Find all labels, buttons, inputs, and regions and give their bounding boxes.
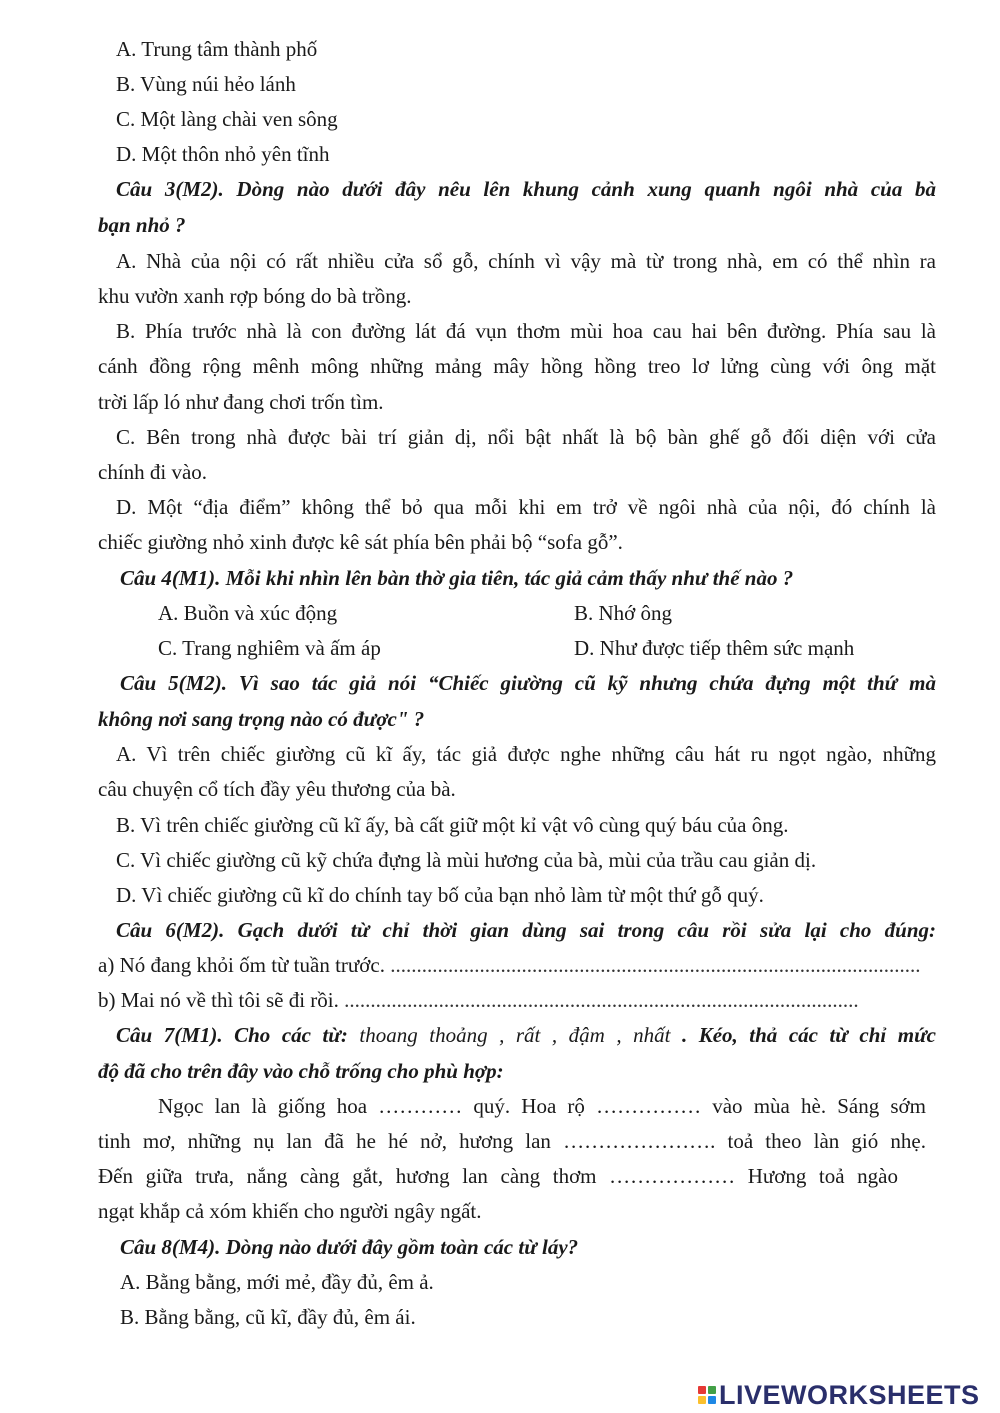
q5-heading: Câu 5(M2). Vì sao tác giả nói “Chiếc giường cũ kỹ nhưng chứa đựng một thứ mà — [120, 671, 936, 695]
q3-option-b: B. Phía trước nhà là con đường lát đá vụn thơm mùi hoa cau hai bên đường. Phía sau là — [116, 319, 936, 343]
q4-option-c: C. Trang nghiêm và ấm áp — [158, 636, 381, 660]
q8-option-b: B. Bằng bằng, cũ kĩ, đầy đủ, êm ái. — [120, 1305, 416, 1329]
q6-item-a — [98, 952, 936, 978]
q3-option-d-cont: chiếc giường nhỏ xinh được kê sát phía bên phải bộ “sofa gỗ”. — [98, 530, 623, 554]
q3-heading: Câu 3(M2). Dòng nào dưới đây nêu lên khung cảnh xung quanh ngôi nhà của bà — [116, 177, 936, 201]
logo-square-red — [698, 1386, 706, 1394]
q7-heading-label: Câu 7(M1). Cho các từ: — [116, 1023, 348, 1047]
q4-option-a: A. Buồn và xúc động — [158, 601, 338, 625]
q6-heading: Câu 6(M2). Gạch dưới từ chỉ thời gian dùng sai trong câu rồi sửa lại cho đúng: — [116, 918, 936, 942]
q7-word-list: thoang thoảng , rất , đậm , nhất — [347, 1023, 682, 1047]
q5-option-c: C. Vì chiếc giường cũ kỹ chứa đựng là mùi hương của bà, mùi của trầu cau giản dị. — [116, 848, 817, 872]
q2-option-c: C. Một làng chài ven sông — [116, 107, 338, 131]
logo-square-green — [708, 1386, 716, 1394]
q3-option-b-cont2: trời lấp ló như đang chơi trốn tìm. — [98, 390, 384, 414]
q8-option-a: A. Bằng bằng, mới mẻ, đầy đủ, êm ả. — [120, 1270, 434, 1294]
q3-option-d: D. Một “địa điểm” không thể bỏ qua mỗi khi em trở về ngôi nhà của nội, đó chính là — [116, 495, 936, 519]
q6-item-a-text: a) Nó đang khỏi ốm từ tuần trước. — [98, 953, 391, 977]
q4-option-b: B. Nhớ ông — [574, 601, 673, 625]
q2-option-d: D. Một thôn nhỏ yên tĩnh — [116, 142, 330, 166]
q7-heading-instruction: . Kéo, thả các từ chỉ mức — [681, 1023, 936, 1047]
q7-paragraph-line4: ngạt khắp cả xóm khiến cho người ngây ngất. — [98, 1199, 482, 1223]
q6-item-b-text: b) Mai nó về thì tôi sẽ đi rồi. — [98, 988, 345, 1012]
q4-heading: Câu 4(M1). Mỗi khi nhìn lên bàn thờ gia tiên, tác giả cảm thấy như thế nào ? — [120, 566, 794, 590]
q3-option-c: C. Bên trong nhà được bài trí giản dị, nổi bật nhất là bộ bàn ghế gỗ đối diện với cửa — [116, 425, 936, 449]
q2-option-b: B. Vùng núi hẻo lánh — [116, 72, 296, 96]
q7-heading — [116, 1022, 936, 1048]
q6-item-b — [98, 987, 930, 1013]
q3-heading-cont: bạn nhỏ ? — [98, 213, 186, 237]
q3-option-c-cont: chính đi vào. — [98, 460, 208, 484]
q2-option-a: A. Trung tâm thành phố — [116, 37, 318, 61]
liveworksheets-logo — [698, 1380, 980, 1410]
q6-item-a-answer-line[interactable]: ..................................................................................................... — [390, 953, 921, 977]
logo-square-blue — [708, 1396, 716, 1404]
q3-option-a: A. Nhà của nội có rất nhiều cửa sổ gỗ, chính vì vậy mà từ trong nhà, em có thể nhìn ra — [116, 249, 936, 273]
q7-paragraph-line3: Đến giữa trưa, nắng càng gắt, hương lan càng thơm ……………… Hương toả ngào — [98, 1164, 898, 1188]
q7-heading-cont: độ đã cho trên đây vào chỗ trống cho phù hợp: — [98, 1059, 504, 1083]
q6-item-b-answer-line[interactable]: .................................................................................................. — [344, 988, 859, 1012]
q5-option-b: B. Vì trên chiếc giường cũ kĩ ấy, bà cất giữ một kỉ vật vô cùng quý báu của ông. — [116, 813, 789, 837]
q7-paragraph-line2: tinh mơ, những nụ lan đã he hé nở, hương lan …………………. toả theo làn gió nhẹ. — [98, 1129, 926, 1153]
q5-option-a: A. Vì trên chiếc giường cũ kĩ ấy, tác giả được nghe những câu hát ru ngọt ngào, những — [116, 742, 936, 766]
q8-heading: Câu 8(M4). Dòng nào dưới đây gồm toàn các từ láy? — [120, 1235, 579, 1259]
q4-option-d: D. Như được tiếp thêm sức mạnh — [574, 636, 855, 660]
logo-square-yellow — [698, 1396, 706, 1404]
q7-paragraph-line1: Ngọc lan là giống hoa ………… quý. Hoa rộ …………… vào mùa hè. Sáng sớm — [158, 1094, 926, 1118]
q3-option-b-cont: cánh đồng rộng mênh mông những mảng mây hồng hồng treo lơ lửng cùng với ông mặt — [98, 354, 936, 378]
q5-heading-cont: không nơi sang trọng nào có được" ? — [98, 707, 425, 731]
q5-option-a-cont: câu chuyện cổ tích đầy yêu thương của bà. — [98, 777, 456, 801]
logo-text: LIVEWORKSHEETS — [719, 1379, 980, 1410]
q3-option-a-cont: khu vườn xanh rợp bóng do bà trồng. — [98, 284, 412, 308]
q5-option-d: D. Vì chiếc giường cũ kĩ do chính tay bố của bạn nhỏ làm từ một thứ gỗ quý. — [116, 883, 764, 907]
logo-grid-icon — [698, 1386, 716, 1404]
